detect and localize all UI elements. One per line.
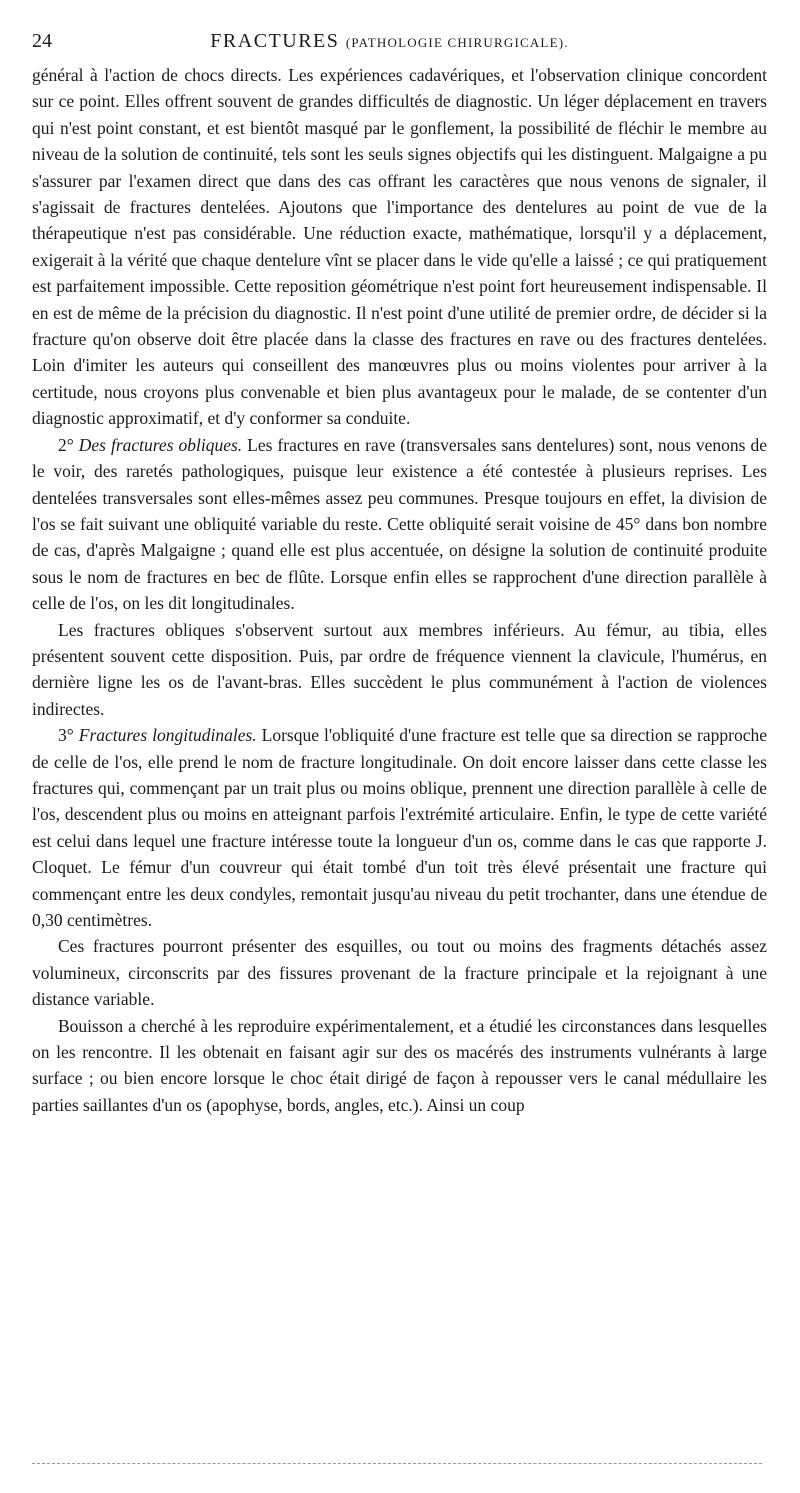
paragraph-4	[32, 722, 767, 933]
running-title-main: FRACTURES	[210, 30, 340, 52]
paragraph-text: Les fractures obliques s'observent surtout aux membres inférieurs. Au fémur, au tibia, elles présentent souvent cette disposition. Puis, par ordre de fréquence viennent la clavicule, l'humérus, en dernière ligne les os de l'avant-bras. Elles succèdent le plus communément à l'action de violences indirectes.	[32, 619, 767, 719]
section-number: 2°	[58, 434, 79, 455]
paragraph-5	[32, 933, 767, 1012]
running-head	[32, 30, 767, 56]
section-number: 3°	[58, 725, 79, 746]
section-heading: Des fractures obliques.	[78, 434, 243, 455]
paragraph-3	[32, 617, 767, 723]
footer-rule	[32, 1463, 762, 1464]
paragraph-2	[32, 432, 767, 617]
page-number: 24	[32, 30, 52, 52]
paragraph-1	[32, 62, 767, 432]
body-text	[32, 62, 767, 1118]
running-title	[72, 30, 767, 53]
paragraph-text: Bouisson a cherché à les reproduire expérimentalement, et a étudié les circonstances dans lesquelles on les rencontre. Il les obtenait en faisant agir sur des os macérés des instruments vulnérants à large surface ; ou bien encore lorsque le choc était dirigé de façon à repousser vers le canal médullaire les parties saillantes d'un os (apophyse, bords, angles, etc.). Ainsi un coup	[32, 1015, 767, 1115]
paragraph-text: Lorsque l'obliquité d'une fracture est telle que sa direction se rapproche de celle de l'os, elle prend le nom de fracture longitudinale. On doit encore laisser dans cette classe les fractures qui, commençant par un trait plus ou moins oblique, prennent une direction parallèle à celle de l'os, descendent plus ou moins en atteignant parfois l'extrémité articulaire. Enfin, le type de cette variété est celui dans lequel une fracture intéresse toute la longueur d'un os, comme dans le cas que rapporte J. Cloquet. Le fémur d'un couvreur qui était tombé d'un toit très élevé présentait une fracture qui commençant entre les deux condyles, remontait jusqu'au niveau du petit trochanter, dans une étendue de 0,30 centimètres.	[32, 725, 767, 930]
paragraph-text: général à l'action de chocs directs. Les expériences cadavériques, et l'observation clinique concordent sur ce point. Elles offrent souvent de grandes difficultés de diagnostic. Un léger déplacement en travers qui n'est point constant, et est bientôt masqué par le gonflement, la possibilité de fléchir le membre au niveau de la solution de continuité, tels sont les seuls signes objectifs qui les distinguent. Malgaigne a pu s'assurer par l'examen direct que dans des cas offrant les caractères que nous venons de signaler, il s'agissait de fractures dentelées. Ajoutons que l'importance des dentelures au point de vue de la thérapeutique n'est pas considérable. Une réduction exacte, mathématique, lorsqu'il y a déplacement, exigerait à la vérité que chaque dentelure vînt se placer dans le vide qu'elle a laissé ; ce qui pratiquement est parfaitement impossible. Cette reposition géométrique n'est point fort heureusement indispensable. Il en est de même de la précision du diagnostic. Il n'est point d'une utilité de premier ordre, de décider si la fracture qu'on observe doit être placée dans la classe des fractures en rave ou des fractures dentelées. Loin d'imiter les auteurs qui conseillent des manœuvres plus ou moins violentes pour arriver à la certitude, nous croyons plus convenable et bien plus avantageux pour le malade, de se contenter d'un diagnostic approximatif, et d'y conformer sa conduite.	[32, 65, 767, 429]
paragraph-text: Ces fractures pourront présenter des esquilles, ou tout ou moins des fragments détachés assez volumineux, circonscrits par des fissures provenant de la fracture principale et la rejoignant à une distance variable.	[32, 936, 767, 1010]
running-title-subtitle: (PATHOLOGIE CHIRURGICALE).	[345, 35, 569, 50]
book-page	[32, 30, 767, 1118]
paragraph-6	[32, 1013, 767, 1119]
paragraph-text: Les fractures en rave (transversales sans dentelures) sont, nous venons de le voir, des raretés pathologiques, puisque leur existence a été contestée à plusieurs reprises. Les dentelées transversales sont elles-mêmes assez peu communes. Presque toujours en effet, la division de l'os se fait suivant une obliquité variable du reste. Cette obliquité serait voisine de 45° dans bon nombre de cas, d'après Malgaigne ; quand elle est plus accentuée, on désigne la solution de continuité produite sous le nom de fractures en bec de flûte. Lorsque enfin elles se rapprochent d'une direction parallèle à celle de l'os, on les dit longitudinales.	[32, 434, 767, 614]
section-heading: Fractures longitudinales.	[78, 725, 257, 746]
